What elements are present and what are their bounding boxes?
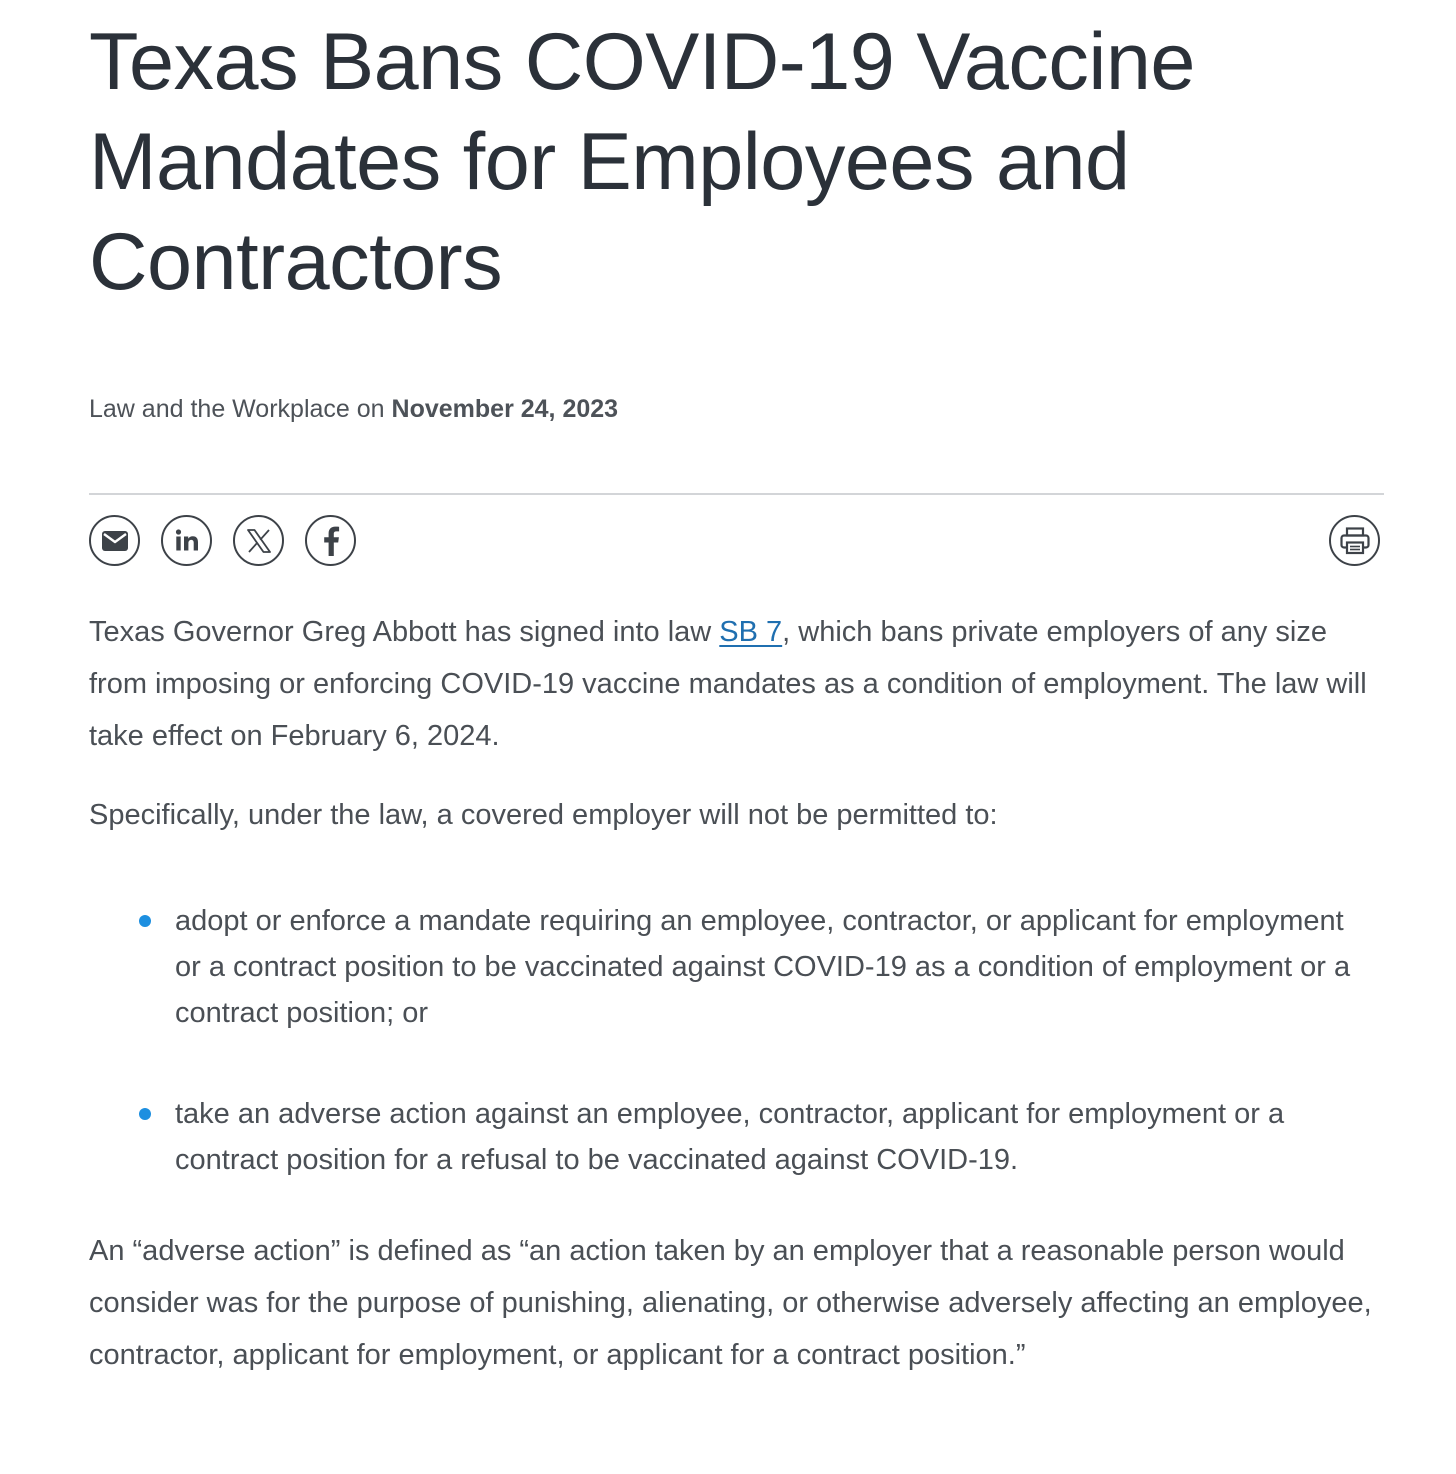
share-linkedin-button[interactable] [161,515,212,566]
article-body [89,606,1389,1381]
paragraph-intro-start: Texas Governor Greg Abbott has signed into law [89,616,720,648]
prohibitions-list [89,898,1389,1183]
byline-on: on [356,395,385,423]
linkedin-icon [174,528,200,554]
list-item [89,1091,1365,1183]
article [89,0,1384,1371]
divider [89,493,1384,495]
publish-date: November 24, 2023 [391,395,619,423]
x-icon [246,528,272,554]
share-bar [89,515,1384,571]
list-item [89,898,1365,1036]
print-button[interactable] [1329,515,1380,566]
paragraph-intro-end: , which bans private employers of any size from imposing or enforcing COVID-19 vaccine mandates as a condition of employment. The law will take effect on February 6, 2024. [89,616,1367,752]
list-item-text: adopt or enforce a mandate requiring an employee, contractor, or applicant for employment or a contract position to be vaccinated against COVID-19 as a condition of employment or a contract position; or [175,905,1351,1029]
article-title: Texas Bans COVID-19 Vaccine Mandates for Employees and Contractors [89,17,1195,307]
blog-name[interactable]: Law and the Workplace [89,395,350,423]
byline [89,395,618,424]
paragraph-specifically: Specifically, under the law, a covered employer will not be permitted to: [89,799,998,831]
bullet-dot [139,915,151,927]
list-item-text: take an adverse action against an employee, contractor, applicant for employment or a contract position for a refusal to be vaccinated against COVID-19. [175,1098,1285,1176]
paragraph-intro [89,606,1384,762]
share-x-button[interactable] [233,515,284,566]
sb7-link[interactable]: SB 7 [719,616,783,648]
facebook-icon [322,526,340,556]
bullet-dot [139,1108,151,1120]
paragraph-definition: An “adverse action” is defined as “an action taken by an employer that a reasonable person would consider was for the purpose of punishing, alienating, or otherwise adversely affecting an employee, contractor, applicant for employment, or applicant for a contract position.” [89,1235,1372,1371]
email-icon [102,531,128,551]
share-email-button[interactable] [89,515,140,566]
print-icon [1340,527,1370,555]
share-facebook-button[interactable] [305,515,356,566]
